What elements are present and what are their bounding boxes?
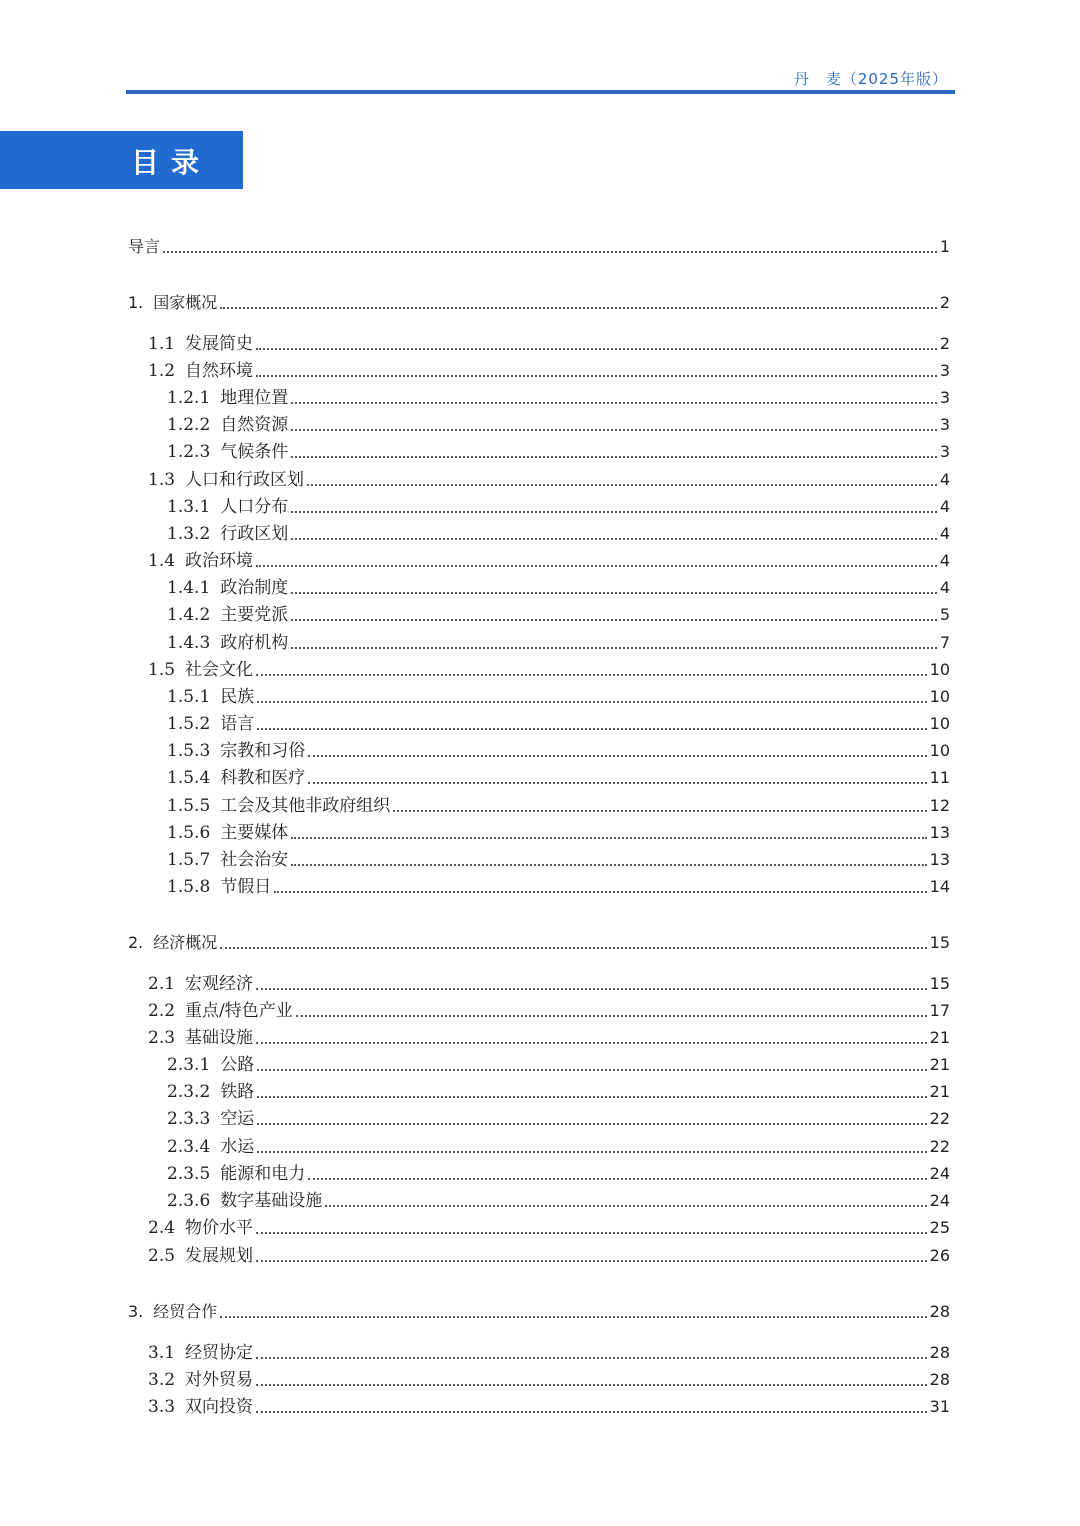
- toc-entry-title: 重点/特色产业: [185, 1001, 293, 1021]
- toc-entry[interactable]: [167, 874, 950, 898]
- toc-entry-title: 自然环境: [185, 361, 254, 381]
- toc-entry-number: 1.3.1: [167, 497, 211, 517]
- toc-dot-leader: [220, 306, 937, 309]
- toc-entry-title: 铁路: [220, 1082, 255, 1102]
- toc-entry-title: 数字基础设施: [220, 1191, 323, 1211]
- toc-entry-page: 2: [939, 293, 950, 312]
- toc-dot-leader: [256, 374, 937, 377]
- toc-entry-title: 经济概况: [153, 933, 218, 952]
- toc-entry[interactable]: [167, 385, 950, 409]
- toc-entry-page: 4: [939, 470, 950, 489]
- toc-entry[interactable]: [167, 684, 950, 708]
- toc-entry[interactable]: [148, 998, 950, 1022]
- toc-entry-number: 1.5: [148, 660, 176, 680]
- toc-dot-leader: [291, 537, 937, 540]
- toc-dot-leader: [256, 564, 937, 567]
- toc-entry-title: 气候条件: [220, 442, 289, 462]
- toc-entry-title: 水运: [220, 1137, 255, 1157]
- toc-dot-leader: [256, 1356, 927, 1359]
- toc-dot-leader: [291, 618, 937, 621]
- toc-entry[interactable]: [167, 1052, 950, 1076]
- toc-entry-number: 2.3.5: [167, 1164, 211, 1184]
- toc-entry[interactable]: [148, 1340, 950, 1364]
- toc-entry[interactable]: [167, 575, 950, 599]
- toc-dot-leader: [307, 483, 937, 486]
- toc-entry-number: 1.5.8: [167, 877, 211, 897]
- toc-entry-page: 24: [929, 1191, 950, 1210]
- toc-entry-title: 工会及其他非政府组织: [220, 796, 391, 816]
- toc-entry-title: 发展简史: [185, 334, 254, 354]
- toc-dot-leader: [257, 1122, 926, 1125]
- toc-entry-page: 4: [939, 578, 950, 597]
- toc-entry-number: 1.2.1: [167, 388, 211, 408]
- toc-entry-number: 3.1: [148, 1343, 176, 1363]
- toc-entry[interactable]: [167, 494, 950, 518]
- toc-entry-page: 10: [929, 660, 950, 679]
- toc-dot-leader: [163, 250, 937, 253]
- toc-entry-number: 2.3.2: [167, 1082, 211, 1102]
- toc-entry-title: 空运: [220, 1109, 255, 1129]
- toc-dot-leader: [274, 890, 926, 893]
- toc-entry-title: 政府机构: [220, 633, 289, 653]
- toc-entry-number: 2.3.1: [167, 1055, 211, 1075]
- toc-entry-page: 11: [929, 768, 950, 787]
- toc-dot-leader: [256, 347, 937, 350]
- toc-entry-number: 2.3.4: [167, 1137, 211, 1157]
- toc-entry-page: 3: [939, 442, 950, 461]
- toc-dot-leader: [291, 455, 937, 458]
- toc-dot-leader: [256, 673, 927, 676]
- toc-entry[interactable]: [148, 657, 950, 681]
- toc-entry-page: 17: [929, 1001, 950, 1020]
- toc-entry-title: 行政区划: [220, 524, 289, 544]
- toc-dot-leader: [256, 1383, 927, 1386]
- toc-entry-title: 发展规划: [185, 1246, 254, 1266]
- toc-entry[interactable]: [167, 1134, 950, 1158]
- toc-entry-title: 人口分布: [220, 497, 289, 517]
- toc-entry-page: 10: [929, 714, 950, 733]
- toc-entry-title: 自然资源: [220, 415, 289, 435]
- toc-entry-number: 1.1: [148, 334, 176, 354]
- toc-entry-title: 经贸合作: [153, 1302, 218, 1321]
- toc-entry-page: 21: [929, 1055, 950, 1074]
- toc-entry-page: 1: [939, 237, 950, 256]
- toc-entry[interactable]: [167, 602, 950, 626]
- toc-entry-page: 28: [929, 1343, 950, 1362]
- toc-entry[interactable]: [167, 711, 950, 735]
- toc-dot-leader: [325, 1204, 926, 1207]
- toc-entry-title: 公路: [220, 1055, 255, 1075]
- toc-entry-page: 15: [929, 933, 950, 952]
- toc-dot-leader: [257, 1068, 926, 1071]
- toc-dot-leader: [393, 809, 926, 812]
- toc-entry[interactable]: [128, 290, 950, 314]
- toc-entry-page: 15: [929, 974, 950, 993]
- toc-entry-number: 1.4.2: [167, 605, 211, 625]
- toc-entry[interactable]: [167, 738, 950, 762]
- toc-dot-leader: [291, 836, 926, 839]
- toc-entry-number: 1.5.5: [167, 796, 211, 816]
- toc-entry[interactable]: [167, 1161, 950, 1185]
- toc-dot-leader: [308, 781, 926, 784]
- toc-entry-title: 主要党派: [220, 605, 289, 625]
- toc-entry-page: 21: [929, 1028, 950, 1047]
- toc-heading: 目录: [131, 146, 212, 179]
- header-title: 丹 麦（2025年版）: [793, 70, 948, 88]
- toc-entry-page: 2: [939, 334, 950, 353]
- toc-entry[interactable]: [167, 412, 950, 436]
- toc-entry-page: 25: [929, 1218, 950, 1237]
- toc-dot-leader: [257, 1095, 926, 1098]
- toc-dot-leader: [256, 1041, 927, 1044]
- toc-entry-number: 1.3.2: [167, 524, 211, 544]
- toc-entry-number: 1.3: [148, 470, 176, 490]
- toc-dot-leader: [257, 727, 926, 730]
- toc-entry[interactable]: [148, 1215, 950, 1239]
- toc-entry[interactable]: [167, 820, 950, 844]
- toc-entry-number: 1.: [128, 293, 144, 312]
- toc-entry-page: 26: [929, 1246, 950, 1265]
- toc-entry-title: 人口和行政区划: [185, 470, 305, 490]
- toc-dot-leader: [257, 700, 926, 703]
- toc-entry[interactable]: [167, 765, 950, 789]
- toc-entry-number: 1.4.1: [167, 578, 211, 598]
- toc-entry-page: 3: [939, 388, 950, 407]
- toc-entry-title: 民族: [220, 687, 255, 707]
- toc-entry-title: 社会治安: [220, 850, 289, 870]
- toc-dot-leader: [257, 1150, 926, 1153]
- toc-entry-title: 科教和医疗: [220, 768, 306, 788]
- toc-entry-number: 2.5: [148, 1246, 176, 1266]
- toc-dot-leader: [256, 987, 927, 990]
- toc-entry-number: 1.5.6: [167, 823, 211, 843]
- toc-entry[interactable]: [167, 1188, 950, 1212]
- toc-entry-page: 7: [939, 633, 950, 652]
- toc-entry-page: 3: [939, 361, 950, 380]
- toc-entry-page: 22: [929, 1137, 950, 1156]
- toc-entry-title: 政治环境: [185, 551, 254, 571]
- toc-entry[interactable]: [148, 1025, 950, 1049]
- toc-entry-page: 22: [929, 1109, 950, 1128]
- toc-entry-number: 1.5.1: [167, 687, 211, 707]
- toc-entry[interactable]: [167, 630, 950, 654]
- toc-entry-title: 主要媒体: [220, 823, 289, 843]
- toc-entry[interactable]: [167, 1106, 950, 1130]
- toc-entry-number: 1.5.7: [167, 850, 211, 870]
- toc-entry-number: 1.5.3: [167, 741, 211, 761]
- toc-entry[interactable]: [128, 930, 950, 954]
- toc-entry-number: 3.2: [148, 1370, 176, 1390]
- toc-entry-number: 1.4.3: [167, 633, 211, 653]
- toc-entry-page: 24: [929, 1164, 950, 1183]
- toc-dot-leader: [308, 1177, 926, 1180]
- toc-entry-number: 2.: [128, 933, 144, 952]
- toc-entry-page: 28: [929, 1370, 950, 1389]
- toc-entry-page: 28: [929, 1302, 950, 1321]
- toc-entry[interactable]: [128, 1299, 950, 1323]
- toc-entry[interactable]: [167, 439, 950, 463]
- toc-entry-number: 3.3: [148, 1397, 176, 1417]
- toc-entry-title: 导言: [128, 237, 161, 256]
- toc-entry[interactable]: [128, 234, 950, 258]
- toc-dot-leader: [291, 428, 937, 431]
- toc-entry-title: 地理位置: [220, 388, 289, 408]
- toc-entry-title: 节假日: [220, 877, 272, 897]
- toc-entry[interactable]: [148, 971, 950, 995]
- toc-entry-page: 14: [929, 877, 950, 896]
- header-rule: [126, 90, 955, 94]
- toc-entry-number: 2.3: [148, 1028, 176, 1048]
- toc-entry-page: 3: [939, 415, 950, 434]
- toc-entry-number: 1.2.2: [167, 415, 211, 435]
- toc-entry[interactable]: [148, 358, 950, 382]
- toc-entry-number: 2.4: [148, 1218, 176, 1238]
- toc-entry-page: 4: [939, 524, 950, 543]
- toc-entry-page: 10: [929, 687, 950, 706]
- toc-entry-page: 13: [929, 823, 950, 842]
- toc-entry-page: 21: [929, 1082, 950, 1101]
- toc-entry-number: 2.1: [148, 974, 176, 994]
- toc-entry-page: 4: [939, 551, 950, 570]
- toc-entry[interactable]: [167, 793, 950, 817]
- toc-entry-title: 社会文化: [185, 660, 254, 680]
- toc-entry-title: 能源和电力: [220, 1164, 306, 1184]
- toc-dot-leader: [291, 863, 926, 866]
- toc-entry[interactable]: [167, 521, 950, 545]
- toc-entry-number: 2.3.6: [167, 1191, 211, 1211]
- toc-entry-title: 语言: [220, 714, 255, 734]
- toc-dot-leader: [291, 401, 937, 404]
- toc-dot-leader: [308, 754, 926, 757]
- toc-entry[interactable]: [148, 467, 950, 491]
- toc-dot-leader: [291, 510, 937, 513]
- toc-dot-leader: [296, 1014, 927, 1017]
- toc-entry-page: 13: [929, 850, 950, 869]
- toc-entry[interactable]: [148, 1394, 950, 1418]
- toc-entry-title: 对外贸易: [185, 1370, 254, 1390]
- toc-entry-number: 1.2.3: [167, 442, 211, 462]
- toc-dot-leader: [256, 1231, 927, 1234]
- toc-entry-title: 宗教和习俗: [220, 741, 306, 761]
- toc-dot-leader: [256, 1410, 927, 1413]
- toc-dot-leader: [220, 946, 926, 949]
- toc-entry-number: 1.5.2: [167, 714, 211, 734]
- toc-entry[interactable]: [148, 331, 950, 355]
- toc-entry-number: 1.5.4: [167, 768, 211, 788]
- toc-entry-page: 4: [939, 497, 950, 516]
- toc-entry-title: 宏观经济: [185, 974, 254, 994]
- toc-entry[interactable]: [167, 847, 950, 871]
- toc-entry[interactable]: [148, 1243, 950, 1267]
- toc-entry-title: 经贸协定: [185, 1343, 254, 1363]
- toc-entry-number: 2.3.3: [167, 1109, 211, 1129]
- toc-entry-number: 2.2: [148, 1001, 176, 1021]
- toc-entry-title: 双向投资: [185, 1397, 254, 1417]
- toc-entry-page: 31: [929, 1397, 950, 1416]
- toc-entry-page: 10: [929, 741, 950, 760]
- toc-entry[interactable]: [148, 1367, 950, 1391]
- toc-dot-leader: [291, 646, 937, 649]
- toc-entry-number: 1.4: [148, 551, 176, 571]
- toc-entry-number: 1.2: [148, 361, 176, 381]
- toc-entry-title: 国家概况: [153, 293, 218, 312]
- toc-dot-leader: [220, 1315, 926, 1318]
- toc-entry-title: 基础设施: [185, 1028, 254, 1048]
- toc-entry-title: 政治制度: [220, 578, 289, 598]
- toc-entry[interactable]: [167, 1079, 950, 1103]
- toc-banner: [0, 131, 243, 189]
- toc-entry-page: 5: [939, 605, 950, 624]
- toc-entry-title: 物价水平: [185, 1218, 254, 1238]
- toc-entry[interactable]: [148, 548, 950, 572]
- toc-entry-number: 3.: [128, 1302, 144, 1321]
- toc-dot-leader: [291, 591, 937, 594]
- toc-entry-page: 12: [929, 796, 950, 815]
- toc-dot-leader: [256, 1259, 927, 1262]
